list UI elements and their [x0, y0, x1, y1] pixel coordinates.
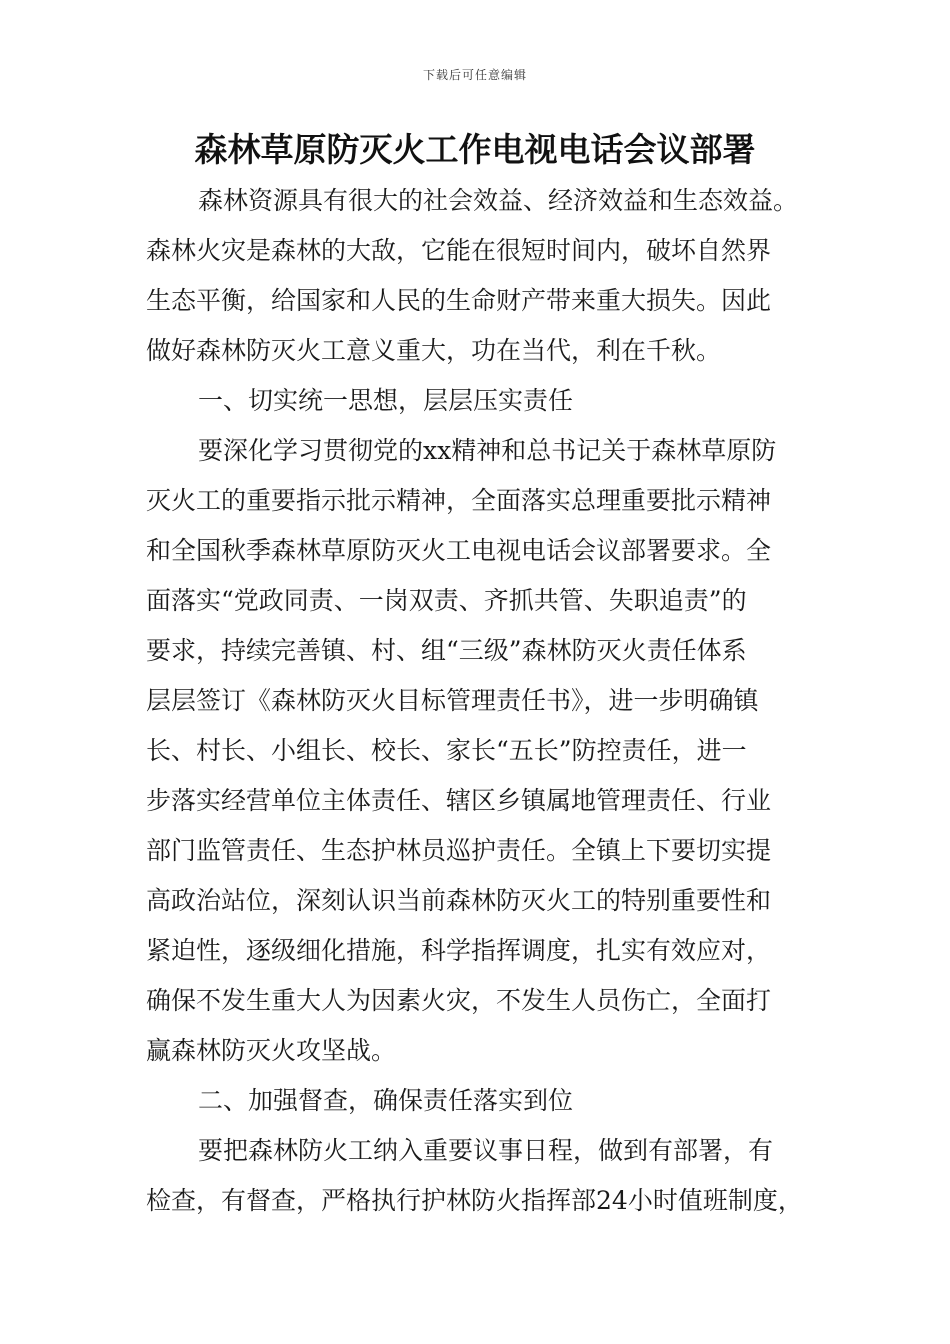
body-line-11: 层层签订《森林防灭火目标管理责任书》，进一步明确镇	[146, 686, 759, 715]
body-line-14: 部门监管责任、生态护林员巡护责任。全镇上下要切实提	[146, 836, 772, 865]
body-line-15: 高政治站位，深刻认识当前森林防灭火工的特别重要性和	[146, 886, 772, 915]
body-line-12: 长、村长、小组长、校长、家长“五长”防控责任，进一	[146, 736, 747, 765]
body-line-6: 要深化学习贯彻党的xx精神和总书记关于森林草原防	[198, 436, 777, 465]
body-line-16: 紧迫性，逐级细化措施，科学指挥调度，扎实有效应对，	[146, 936, 772, 965]
body-line-9: 面落实“党政同责、一岗双责、齐抓共管、失职追责”的	[146, 586, 747, 615]
body-line-7: 灭火工的重要指示批示精神，全面落实总理重要批示精神	[146, 486, 772, 515]
body-line-13: 步落实经营单位主体责任、辖区乡镇属地管理责任、行业	[146, 786, 772, 815]
body-line-21: 检查，有督查，严格执行护林防火指挥部24小时值班制度，	[146, 1186, 803, 1215]
page-header-note: 下载后可任意编辑	[422, 68, 527, 82]
body-line-1: 森林资源具有很大的社会效益、经济效益和生态效益。	[198, 186, 799, 215]
body-line-20: 要把森林防火工纳入重要议事日程，做到有部署，有	[198, 1136, 774, 1165]
body-line-18: 赢森林防灭火攻坚战。	[146, 1036, 397, 1065]
document-title: 森林草原防灭火工作电视电话会议部署	[194, 130, 756, 169]
section-heading-1: 一、切实统一思想，层层压实责任	[198, 386, 574, 415]
body-line-8: 和全国秋季森林草原防灭火工电视电话会议部署要求。全	[146, 536, 772, 565]
body-line-10: 要求，持续完善镇、村、组“三级”森林防灭火责任体系	[146, 636, 747, 665]
section-heading-2: 二、加强督查，确保责任落实到位	[198, 1086, 574, 1115]
body-line-3: 生态平衡，给国家和人民的生命财产带来重大损失。因此	[146, 286, 772, 315]
body-line-4: 做好森林防灭火工意义重大，功在当代，利在千秋。	[146, 336, 722, 365]
body-line-17: 确保不发生重大人为因素火灾，不发生人员伤亡，全面打	[146, 986, 772, 1015]
body-line-2: 森林火灾是森林的大敌，它能在很短时间内，破坏自然界	[146, 236, 772, 265]
document-body	[146, 176, 846, 1226]
